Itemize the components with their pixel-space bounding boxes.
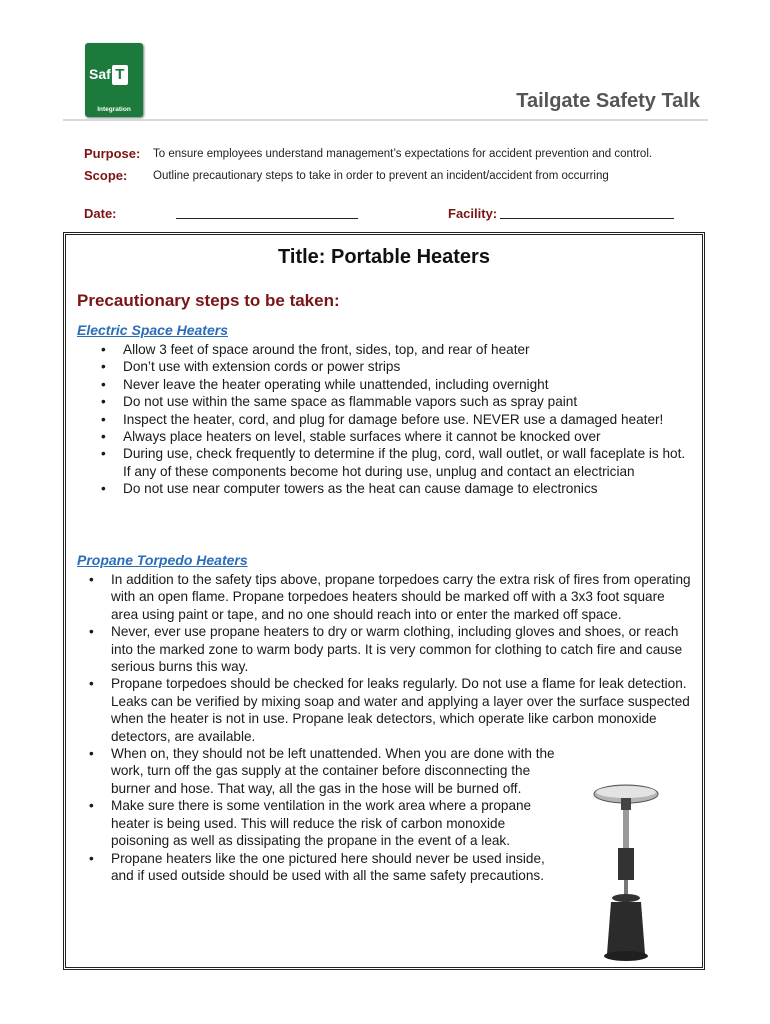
list-item: • Allow 3 feet of space around the front, sides, top, and rear of heater bbox=[123, 341, 693, 358]
list-item: • In addition to the safety tips above, propane torpedoes carry the extra risk of fires from operating with an open flame. Propane torpedoes heaters should be marked off with a 3x3 foot square area using paint or tape, and no one should reach into or enter the marked off space. bbox=[111, 571, 691, 623]
header-divider bbox=[63, 119, 708, 121]
logo-brand: Saf T bbox=[89, 65, 128, 85]
facility-field[interactable] bbox=[500, 218, 674, 219]
scope-text: Outline precautionary steps to take in order to prevent an incident/accident from occurring bbox=[153, 170, 609, 182]
electric-list bbox=[123, 341, 693, 498]
scope-label: Scope: bbox=[84, 168, 128, 183]
talk-title: Title: Portable Heaters bbox=[278, 246, 490, 268]
logo-subtitle: Integration bbox=[97, 106, 131, 113]
date-label: Date: bbox=[84, 206, 117, 221]
list-item: • Do not use within the same space as flammable vapors such as spray paint bbox=[123, 393, 693, 410]
date-field[interactable] bbox=[176, 218, 358, 219]
patio-heater-image bbox=[591, 778, 669, 962]
list-item: • When on, they should not be left unattended. When you are done with the work, turn off the gas supply at the container before disconnecting the burner and hose. That way, all the gas in the hose will be burned off. bbox=[111, 745, 561, 797]
list-item: • Make sure there is some ventilation in the work area where a propane heater is being used. This will reduce the risk of carbon monoxide poisoning as well as dissipating the propane in the event of a leak. bbox=[111, 797, 561, 849]
propane-heading: Propane Torpedo Heaters bbox=[77, 552, 248, 568]
list-item: • Do not use near computer towers as the heat can cause damage to electronics bbox=[123, 480, 693, 497]
list-item: • Always place heaters on level, stable surfaces where it cannot be knocked over bbox=[123, 428, 693, 445]
facility-label: Facility: bbox=[448, 206, 498, 221]
list-item: • Never, ever use propane heaters to dry or warm clothing, including gloves and shoes, or reach into the marked zone to warm body parts. It is very common for clothing to catch fire and cause serious burns this way. bbox=[111, 623, 691, 675]
logo-t-hand-icon: T bbox=[112, 65, 128, 85]
list-item: • Don’t use with extension cords or power strips bbox=[123, 358, 693, 375]
list-item: • During use, check frequently to determine if the plug, cord, wall outlet, or wall faceplate is hot. If any of these components become hot during use, unplug and contact an electrician bbox=[123, 445, 693, 480]
saft-logo bbox=[85, 43, 143, 117]
list-item: • Never leave the heater operating while unattended, including overnight bbox=[123, 376, 693, 393]
list-item: • Propane torpedoes should be checked for leaks regularly. Do not use a flame for leak detection. Leaks can be verified by mixing soap and water and applying a layer over the surface suspected when the heater is not in use. Propane leak detectors, which operate like carbon monoxide detectors, are available. bbox=[111, 675, 691, 745]
list-item: • Propane heaters like the one pictured here should never be used inside, and if used outside should be used with all the same safety precautions. bbox=[111, 850, 561, 885]
section-heading: Precautionary steps to be taken: bbox=[77, 291, 340, 310]
purpose-text: To ensure employees understand management’s expectations for accident prevention and control. bbox=[153, 148, 653, 160]
list-item: • Inspect the heater, cord, and plug for damage before use. NEVER use a damaged heater! bbox=[123, 411, 693, 428]
page-title: Tailgate Safety Talk bbox=[516, 90, 700, 112]
talk-content-box bbox=[63, 232, 705, 970]
purpose-label: Purpose: bbox=[84, 146, 141, 161]
electric-heading: Electric Space Heaters bbox=[77, 322, 228, 338]
